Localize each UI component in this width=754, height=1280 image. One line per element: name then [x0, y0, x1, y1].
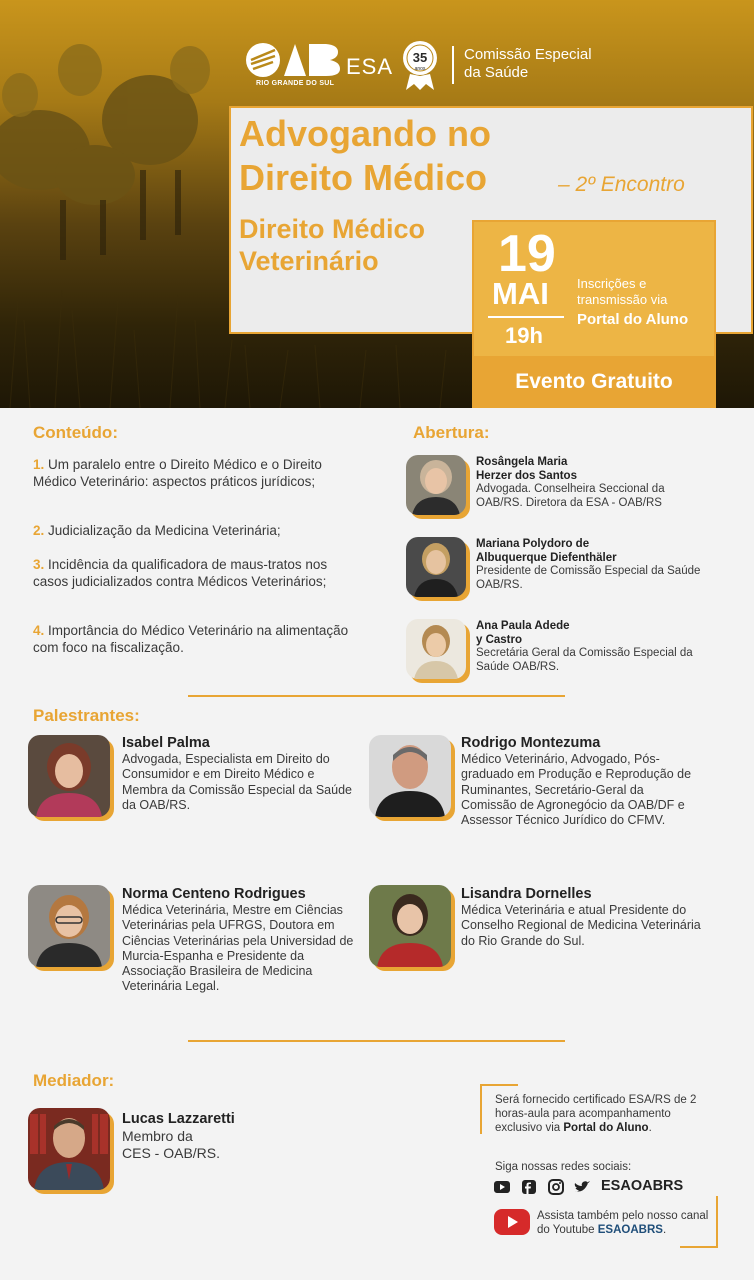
event-hour: 19h	[505, 323, 543, 348]
mediator-desc	[122, 1128, 220, 1162]
avatar-ana-paula	[406, 619, 466, 679]
cert-frame-top	[480, 1084, 518, 1086]
speaker-desc: Advogada, Especialista em Direito do Consumidor e em Direito Médico e Membra da Comissão Especial da Saúde da OAB/RS.	[122, 752, 352, 812]
section-divider	[188, 1040, 565, 1042]
content-item-number: 4.	[33, 623, 45, 638]
event-day: 19	[498, 225, 556, 283]
registration-info-line1: Inscrições e	[577, 276, 647, 291]
opening-person-name	[476, 537, 617, 565]
event-title-line1: Advogando no	[239, 113, 491, 154]
event-encounter: – 2º Encontro	[558, 173, 685, 196]
cert-frame-bottom	[680, 1246, 718, 1248]
content-item-number: 3.	[33, 557, 45, 572]
mediator-desc-line2: CES - OAB/RS.	[122, 1145, 221, 1161]
commission-line2: da Saúde	[464, 64, 529, 81]
portal-link[interactable]: Portal do Aluno	[577, 311, 689, 328]
event-title-line2: Direito Médico	[239, 157, 488, 198]
opening-person-desc: Secretária Geral da Comissão Especial da Saúde OAB/RS.	[476, 647, 693, 673]
mediator-title: Mediador:	[33, 1071, 115, 1090]
social-handle[interactable]: ESAOABRS	[601, 1178, 684, 1194]
certificate-text	[495, 1094, 705, 1135]
anniversary-number: 35	[412, 50, 428, 65]
cert-frame-right	[716, 1196, 718, 1248]
speaker-name: Rodrigo Montezuma	[461, 735, 601, 751]
mediator-desc-line1: Membro da	[122, 1128, 193, 1144]
content-item-text: Judicialização da Medicina Veterinária;	[44, 523, 281, 538]
registration-info	[577, 276, 717, 308]
social-label: Siga nossas redes sociais:	[495, 1161, 632, 1173]
opening-title: Abertura:	[413, 423, 490, 442]
content-item-text: Importância do Médico Veterinário na alimentação com foco na fiscalização.	[33, 623, 349, 655]
content-item-4	[33, 622, 363, 656]
opening-person-desc: Advogada. Conselheira Seccional da OAB/RS. Diretora da ESA - OAB/RS	[476, 483, 665, 509]
esa-logo-text: ESA	[346, 54, 394, 79]
date-divider	[488, 316, 564, 318]
avatar-norma-centeno	[28, 885, 110, 967]
speaker-name: Isabel Palma	[122, 735, 210, 751]
event-subtitle	[239, 213, 469, 277]
event-subtitle-line2: Veterinário	[239, 246, 379, 276]
cert-frame-left	[480, 1084, 482, 1134]
avatar-lisandra-dornelles	[369, 885, 451, 967]
speaker-name: Lisandra Dornelles	[461, 886, 592, 902]
free-event-text: Evento Gratuito	[515, 370, 673, 393]
registration-info-line2: transmissão via	[577, 292, 668, 307]
content-item-number: 2.	[33, 523, 45, 538]
youtube-play-icon[interactable]	[494, 1207, 530, 1237]
youtube-channel[interactable]: ESAOABRS	[597, 1224, 663, 1236]
opening-person-name	[476, 619, 570, 647]
youtube-text	[537, 1209, 712, 1237]
instagram-icon[interactable]	[549, 1180, 563, 1194]
event-month: MAI	[492, 276, 549, 311]
content-item-2	[33, 522, 363, 539]
youtube-icon[interactable]	[494, 1181, 510, 1193]
opening-person-name	[476, 455, 577, 483]
name-line2: Albuquerque Diefenthäler	[476, 552, 617, 564]
content-item-text: Incidência da qualificadora de maus-tratos nos casos judicializados contra Médicos Veterinários;	[33, 557, 328, 589]
content-item-3	[33, 556, 363, 590]
speaker-name: Norma Centeno Rodrigues	[122, 886, 306, 902]
speaker-desc: Médica Veterinária e atual Presidente do Conselho Regional de Medicina Veterinária do Rio Grande do Sul.	[461, 903, 701, 948]
event-subtitle-line1: Direito Médico	[239, 214, 426, 244]
commission-line1: Comissão Especial	[464, 46, 592, 63]
youtube-body: Assista também pelo nosso canal do Youtube	[537, 1210, 709, 1236]
anniversary-word: anos	[414, 66, 426, 72]
logo-row	[246, 40, 616, 92]
speakers-title: Palestrantes:	[33, 706, 140, 725]
avatar-rosangela	[406, 455, 466, 515]
content-item-1	[33, 456, 363, 490]
name-line1: Mariana Polydoro de	[476, 538, 590, 550]
avatar-lucas-lazzaretti	[28, 1108, 110, 1190]
commission-name	[464, 46, 592, 82]
content-title: Conteúdo:	[33, 423, 118, 442]
certificate-body: Será fornecido certificado ESA/RS de 2 horas-aula para acompanhamento exclusivo via	[495, 1094, 697, 1134]
name-line1: Ana Paula Adede	[476, 620, 570, 632]
certificate-portal[interactable]: Portal do Aluno	[563, 1121, 649, 1134]
speaker-desc: Médico Veterinário, Advogado, Pós-graduado em Produção e Reprodução de Ruminantes, Secretário-Geral da Comissão de Agronegócio da OAB/DF e Assessor Técnico Jurídico do CFMV.	[461, 752, 692, 828]
mediator-name: Lucas Lazzaretti	[122, 1111, 235, 1127]
anniversary-seal-icon	[402, 40, 438, 90]
event-title	[239, 112, 569, 200]
certificate-end: .	[648, 1121, 652, 1134]
avatar-isabel-palma	[28, 735, 110, 817]
opening-person-desc: Presidente de Comissão Especial da Saúde OAB/RS.	[476, 565, 701, 591]
logo-divider	[452, 46, 454, 84]
avatar-rodrigo-montezuma	[369, 735, 451, 817]
youtube-end: .	[662, 1224, 667, 1236]
avatar-mariana	[406, 537, 466, 597]
section-divider	[188, 695, 565, 697]
speaker-desc: Médica Veterinária, Mestre em Ciências Veterinárias pela UFRGS, Doutora em Ciências Veterinárias pela Universidad de Murcia-Espanha e Presidente da Associação Brasileira de Medicina Veterinária Legal.	[122, 903, 354, 994]
name-line1: Rosângela Maria	[476, 456, 568, 468]
facebook-icon[interactable]	[522, 1180, 536, 1194]
social-icons	[494, 1178, 604, 1196]
content-item-text: Um paralelo entre o Direito Médico e o Direito Médico Veterinário: aspectos práticos jurídicos;	[33, 457, 322, 489]
content-item-number: 1.	[33, 457, 45, 472]
twitter-icon[interactable]	[575, 1181, 590, 1192]
name-line2: y Castro	[476, 634, 523, 646]
name-line2: Herzer dos Santos	[476, 470, 577, 482]
oab-subtitle: RIO GRANDE DO SUL	[256, 80, 335, 87]
